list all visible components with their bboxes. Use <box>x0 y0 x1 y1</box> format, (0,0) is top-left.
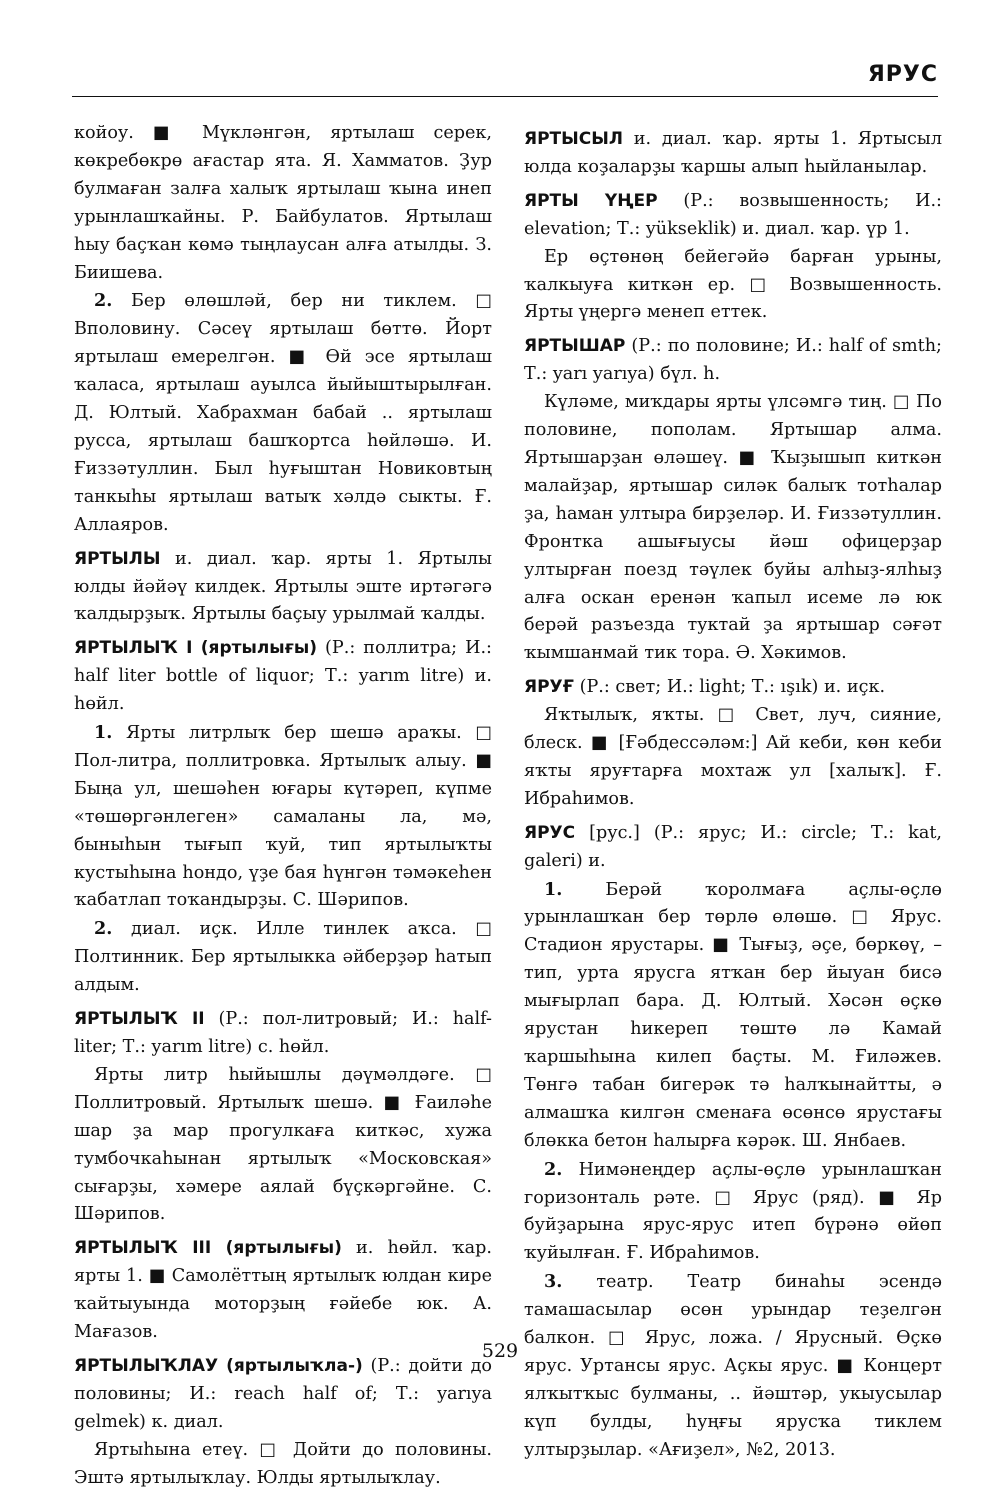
entry-text: театр. Театр бинаһы эсендә тамашасылар өсөн урындар теҙелгән балкон. □ Ярус, ложа. / Ярусный. Өҫкө ярус. Уртансы ярус. Аҫкы ярус. ■ Концерт ялҡытҡыс булманы, .. йәштәр, укыусылар күп булды, һуңғы ярусҡа тиклем ултырҙылар. «Ағиҙел», №2, 2013. <box>524 1272 942 1460</box>
dictionary-entry <box>74 546 492 630</box>
dictionary-entry <box>74 635 492 719</box>
headword: ЯРТЫЛЫҠ III (яртылығы) <box>74 1238 342 1259</box>
entry-text: и. диал. ҡар. ярты 1. Яртысыл юлда коҙаларҙы ҡаршы алып һыйланылар. <box>524 129 942 177</box>
entry-text: Күләме, миҡдары ярты үлсәмгә тиң. □ По половине, пополам. Яртышар алма. Яртышарҙан өләшеү. ■ Ҡыҙышып киткән малайҙар, яртышар силәк балыҡ тотһалар ҙа, һаман ултыра бирҙеләр. И. Ғиззәтуллин. Фронтка ашығыусы йәш офицерҙар ултырған поезд тәүлек буйы алһыҙ-ялһыҙ алға оскан еренән ҡапыл исеме лә юк берәй разъезда туктай ҙа яртышар сәғәт ҡымшанмай тик тора. Ә. Хәкимов. <box>524 392 942 664</box>
entry-text: Бер өлөшләй, бер ни тиклем. □ Вполовину. Сәсеү яртылаш бөттө. Йорт яртылаш емерелгән. ■ Өй эсе яртылаш ҡаласа, яртылаш ауылса йыйыштырылған. Д. Юлтый. Хабрахман бабай .. яртылаш русса, яртылаш башҡортса һөйләшә. И. Ғиззәтуллин. Был һуғыштан Новиковтың танкыһы яртылаш ватыҡ хәлдә сыкты. Ғ. Аллаяров. <box>74 291 492 535</box>
headword: ЯРТЫЛЫ <box>74 548 161 569</box>
entry-text: (Р.: дойти до половины; И.: reach half of; Т.: yarıya gelmek) к. диал. <box>74 1355 492 1432</box>
sense-paragraph <box>524 1156 942 1269</box>
running-head: ЯРУС <box>867 62 938 87</box>
entry-text: Яҡтылыҡ, яҡты. □ Свет, луч, сияние, блеск. ■ [Ғәбдессәләм:] Ай кеби, көн кеби яҡты яруғтарға мохтаж ул [халыҡ]. Ғ. Ибраһимов. <box>524 705 942 809</box>
sense-paragraph <box>74 915 492 1000</box>
entry-text: Яртыһына етеү. □ Дойти до половины. Эштә яртылыҡлау. Юлды яртылыҡлау. <box>74 1439 492 1488</box>
sense-number: 2. <box>94 290 113 312</box>
dictionary-entry <box>74 1353 492 1437</box>
sense-number: 1. <box>94 722 113 744</box>
sense-paragraph <box>74 719 492 915</box>
entry-text: Берәй ҡоролмаға аҫлы-өҫлө урынлашҡан бер төрлө өлөшө. □ Ярус. Стадион ярустары. ■ Тығыҙ, әҫе, бөркөү, – тип, урта ярусга ятҡан бер йыуан бисә мығырлап бара. Д. Юлтый. Хәсән өҫкө ярустан һикереп төштө лә Камай ҡаршыһына килеп баҫты. М. Ғиләжев. Төнгә табан бигерәк тә һалҡынайтты, ә алмашҡа килгән сменаға өсөнсө ярустағы блөкка бетон һалырға кәрәк. Ш. Янбаев. <box>524 879 942 1151</box>
entry-text: (Р.: пол-литровый; И.: half-liter; Т.: yarım litre) с. һөйл. <box>74 1009 492 1057</box>
sense-paragraph <box>524 876 942 1156</box>
headword: ЯРТЫЛЫҠ I (яртылығы) <box>74 638 318 659</box>
dictionary-entry <box>524 126 942 182</box>
headword: ЯРУС <box>524 822 576 843</box>
entry-text: Ярты литр һыйышлы дәүмәлдәге. □ Поллитровый. Яртылыҡ шешә. ■ Ғаиләһе шар ҙа мар прогулкаға киткәс, хужа тумбочкаһынан яртылыҡ «Московская» сығарҙы, хәмере аялай бүҫкәргәйне. С. Шәрипов. <box>74 1064 492 1225</box>
dictionary-entry <box>524 674 942 702</box>
headword: ЯРУҒ <box>524 677 574 698</box>
sense-paragraph <box>74 1437 492 1493</box>
continued-text <box>74 120 492 287</box>
headword: ЯРТЫ ҮҢЕР <box>524 190 658 211</box>
headword: ЯРТЫШАР <box>524 336 626 357</box>
sense-number: 3. <box>544 1271 563 1293</box>
entry-text: (Р.: по половине; И.: half of smth; Т.: yarı yarıya) бүл. һ. <box>524 336 942 385</box>
headword: ЯРТЫЛЫҠ II <box>74 1009 205 1030</box>
sense-number: 2. <box>544 1158 563 1180</box>
entry-text: Ярты литрлыҡ бер шешә араҡы. □ Пол-литра, поллитровка. Яртылыҡ алыу. ■ Быңа ул, шешәһен юғары күтәреп, күпме «төшөргәнлеген» самаланы ла, мә, быныһын тығып ҡуй, тип яртылыҡты кустыһына һондо, үҙе бая һүнгән тәмәкеһен ҡабатлап тоҡандырҙы. С. Шәрипов. <box>74 723 492 911</box>
entry-text: [рус.] (Р.: ярус; И.: circle; Т.: kat, galeri) и. <box>524 822 942 871</box>
sense-paragraph <box>524 702 942 814</box>
dictionary-entry <box>524 188 942 244</box>
entry-text: и. диал. ҡар. ярты 1. Яртылы юлды йәйәү килдек. Яртылы эште иртәгәгә ҡалдырҙыҡ. Яртылы баҫыу урылмай ҡалды. <box>74 548 492 625</box>
headword: ЯРТЫСЫЛ <box>524 129 623 149</box>
sense-paragraph <box>74 1062 492 1229</box>
sense-paragraph <box>74 287 492 539</box>
header-rule <box>72 96 938 97</box>
right-column <box>524 120 942 1465</box>
entry-text: Нимәнеңдер аҫлы-өҫлө урынлашҡан горизонталь рәте. □ Ярус (ряд). ■ Яр буйҙарына ярус-ярус итеп бүрәнә өйөп ҡуйылған. Ғ. Ибраһимов. <box>524 1159 942 1264</box>
dictionary-entry <box>74 1006 492 1062</box>
dictionary-entry <box>74 1235 492 1347</box>
page-number: 529 <box>481 1340 519 1362</box>
sense-paragraph <box>524 389 942 668</box>
entry-text: (Р.: возвышенность; И.: elevation; Т.: yükseklik) и. диал. ҡар. үр 1. <box>524 190 942 239</box>
entry-text: койоу. ■ Мүкләнгән, яртылаш серек, көкребөкрө ағастар ята. Я. Хамматов. Ҙур булмаған залға халыҡ яртылаш ҡына инеп урынлашҡайны. Р. Байбулатов. Яртылаш һыу баҫҡан көмә тыңлаусан алға атылды. З. Биишева. <box>74 123 492 283</box>
dictionary-entry <box>524 820 942 876</box>
entry-text: диал. иҫк. Илле тинлек аҡса. □ Полтинник. Бер яртылыкка әйберҙәр һатып алдым. <box>74 919 492 996</box>
headword: ЯРТЫЛЫҠЛАУ (яртылыҡла-) <box>74 1355 363 1376</box>
dictionary-entry <box>524 333 942 389</box>
entry-text: Ер өҫтөнөң бейегәйә барған урыны, ҡалкыуға киткән ер. □ Возвышенность. Ярты үңергә менеп еттек. <box>524 246 942 323</box>
sense-paragraph <box>524 1268 942 1464</box>
sense-number: 1. <box>544 878 563 900</box>
left-column <box>74 120 492 1493</box>
sense-paragraph <box>524 244 942 328</box>
sense-number: 2. <box>94 918 113 940</box>
entry-text: и. һөйл. ҡар. ярты 1. ■ Самолёттың яртылыҡ юлдан кире ҡайтыуында моторҙың ғәйебе юк. А. Мағазов. <box>74 1238 492 1343</box>
entry-text: (Р.: свет; И.: light; Т.: ışık) и. иҫк. <box>573 677 886 698</box>
entry-text: (Р.: поллитра; И.: half liter bottle of liquor; Т.: yarım litre) и. һөйл. <box>74 638 492 715</box>
